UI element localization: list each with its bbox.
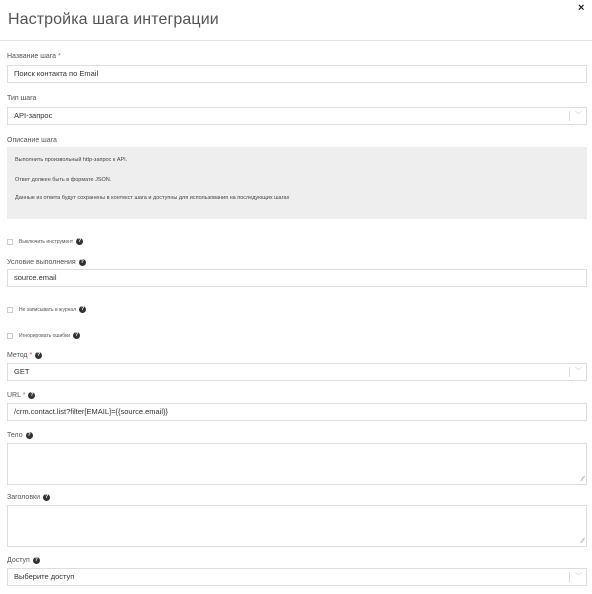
access-label-text: Доступ bbox=[7, 557, 30, 564]
required-mark: * bbox=[29, 352, 33, 359]
condition-label bbox=[7, 258, 86, 267]
chevron-down-icon: ﹀ bbox=[575, 368, 582, 375]
help-icon[interactable]: ? bbox=[80, 306, 85, 313]
resize-handle-icon[interactable]: ⁄⁄ bbox=[581, 476, 584, 483]
help-icon[interactable]: ? bbox=[30, 391, 34, 398]
access-label bbox=[7, 556, 40, 565]
help-icon[interactable]: ? bbox=[37, 351, 41, 358]
select-divider bbox=[569, 367, 570, 377]
ignore-errors-label: Игнорировать ошибки bbox=[19, 333, 71, 339]
access-select[interactable] bbox=[7, 568, 587, 586]
no-log-checkbox-row[interactable] bbox=[7, 306, 86, 314]
description-line: Выполнить произвольный http-запрос к API. bbox=[15, 157, 128, 163]
step-name-label bbox=[7, 52, 61, 61]
headers-label-text: Заголовки bbox=[7, 494, 41, 501]
description-line: Ответ должен быть в формате JSON. bbox=[15, 177, 112, 183]
ignore-errors-checkbox-row[interactable] bbox=[7, 332, 80, 340]
headers-textarea[interactable] bbox=[7, 505, 587, 547]
description-box bbox=[7, 147, 587, 219]
step-name-label-text: Название шага bbox=[7, 53, 57, 60]
help-icon[interactable]: ? bbox=[34, 556, 38, 563]
headers-label bbox=[7, 493, 50, 502]
method-select[interactable] bbox=[7, 363, 587, 381]
step-type-label: Тип шага bbox=[7, 95, 37, 102]
close-icon[interactable]: × bbox=[578, 2, 585, 14]
step-name-input[interactable]: Поиск контакта по Email bbox=[7, 65, 587, 83]
condition-label-text: Условие выполнения bbox=[7, 259, 76, 266]
resize-handle-icon[interactable]: ⁄⁄ bbox=[581, 538, 584, 545]
dialog-header bbox=[0, 0, 592, 41]
no-log-checkbox[interactable] bbox=[7, 307, 13, 313]
disable-tool-checkbox[interactable] bbox=[7, 239, 13, 245]
disable-tool-checkbox-row[interactable] bbox=[7, 238, 83, 246]
condition-input[interactable]: source.email bbox=[7, 269, 587, 287]
help-icon[interactable]: ? bbox=[74, 332, 79, 339]
dialog-title: Настройка шага интеграции bbox=[8, 11, 219, 28]
access-value: Выберите доступ bbox=[14, 572, 75, 581]
url-label-text: URL bbox=[7, 392, 21, 399]
required-mark: * bbox=[22, 392, 26, 399]
body-textarea[interactable] bbox=[7, 443, 587, 485]
method-label bbox=[7, 351, 42, 360]
select-divider bbox=[569, 572, 570, 582]
chevron-down-icon: ﹀ bbox=[575, 112, 582, 119]
body-label-text: Тело bbox=[7, 432, 23, 439]
chevron-down-icon: ﹀ bbox=[575, 573, 582, 580]
step-type-value: API-запрос bbox=[14, 111, 53, 120]
url-label bbox=[7, 391, 35, 400]
help-icon[interactable]: ? bbox=[78, 238, 82, 245]
required-mark: * bbox=[57, 53, 61, 60]
help-icon[interactable]: ? bbox=[44, 493, 49, 500]
url-input[interactable]: /crm.contact.list?filter[EMAIL]={{source.email}} bbox=[7, 403, 587, 421]
method-value: GET bbox=[14, 367, 30, 376]
step-type-select[interactable] bbox=[7, 107, 587, 125]
body-label bbox=[7, 431, 33, 440]
description-label: Описание шага bbox=[7, 137, 57, 144]
disable-tool-label: Выключить инструмент bbox=[19, 239, 74, 245]
help-icon[interactable]: ? bbox=[80, 258, 84, 265]
help-icon[interactable]: ? bbox=[27, 431, 31, 438]
no-log-label: Не записывать в журнал bbox=[19, 307, 77, 313]
select-divider bbox=[569, 111, 570, 121]
ignore-errors-checkbox[interactable] bbox=[7, 333, 13, 339]
description-line: Данные из ответа будут сохранены в контекст шага и доступны для использования на последующих шагах bbox=[15, 195, 290, 201]
method-label-text: Метод bbox=[7, 352, 28, 359]
